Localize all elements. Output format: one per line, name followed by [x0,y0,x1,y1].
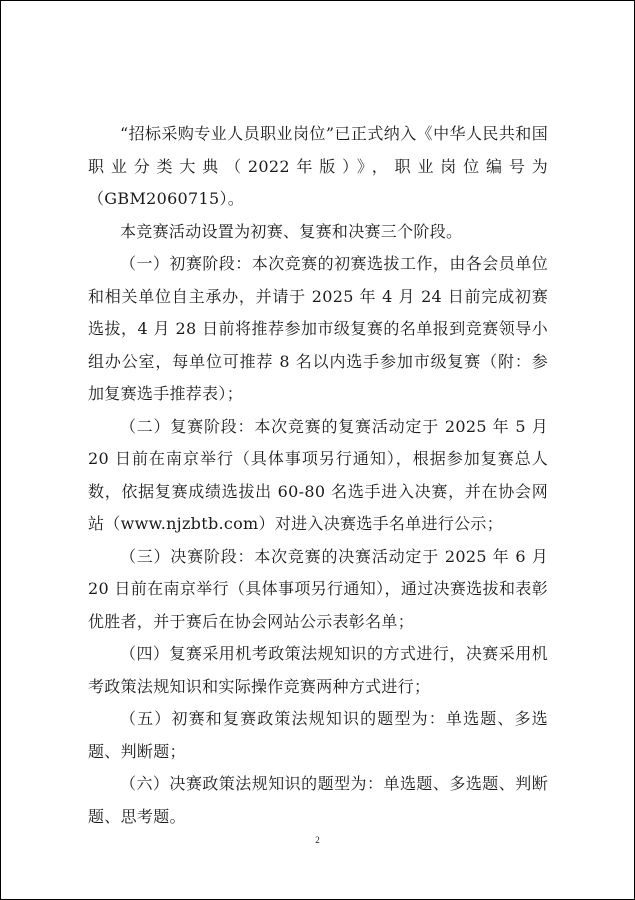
paragraph-competition-format: （四）复赛采用机考政策法规知识的方式进行，决赛采用机考政策法规知识和实际操作竞赛两种方式进行； [88,644,548,696]
paragraph-semifinal-stage: （二）复赛阶段：本次竞赛的复赛活动定于 2025 年 5 月 20 日前在南京举行（具体事项另行通知），根据参加复赛总人数，依据复赛成绩选拔出 60-80 名选手进入决赛，并在协会网站（www.njzbtb.com）对进入决赛选手名单进行公示； [88,416,548,533]
paragraph-prelim-question-types: （五）初赛和复赛政策法规知识的题型为：单选题、多选题、判断题； [88,709,548,761]
document-body [88,118,548,833]
paragraph-final-stage: （三）决赛阶段：本次竞赛的决赛活动定于 2025 年 6 月 20 日前在南京举行（具体事项另行通知），通过决赛选拔和表彰优胜者，并于赛后在协会网站公示表彰名单； [88,546,548,631]
page-number: 2 [315,835,320,845]
paragraph-job-classification: “招标采购专业人员职业岗位”已正式纳入《中华人民共和国职业分类大典（2022年版）》，职业岗位编号为（GBM2060715）。 [88,124,548,208]
paragraph-final-question-types: （六）决赛政策法规知识的题型为：单选题、多选题、判断题、思考题。 [88,774,548,826]
paragraph-stages-overview: 本竞赛活动设置为初赛、复赛和决赛三个阶段。 [120,221,463,241]
paragraph-preliminary-stage: （一）初赛阶段：本次竞赛的初赛选拔工作，由各会员单位和相关单位自主承办，并请于 2025 年 4 月 24 日前完成初赛选拔，4 月 28 日前将推荐参加市级复赛的名单报到竞赛领导小组办公室，每单位可推荐 8 名以内选手参加市级复赛（附：参加复赛选手推荐表）； [88,254,548,403]
